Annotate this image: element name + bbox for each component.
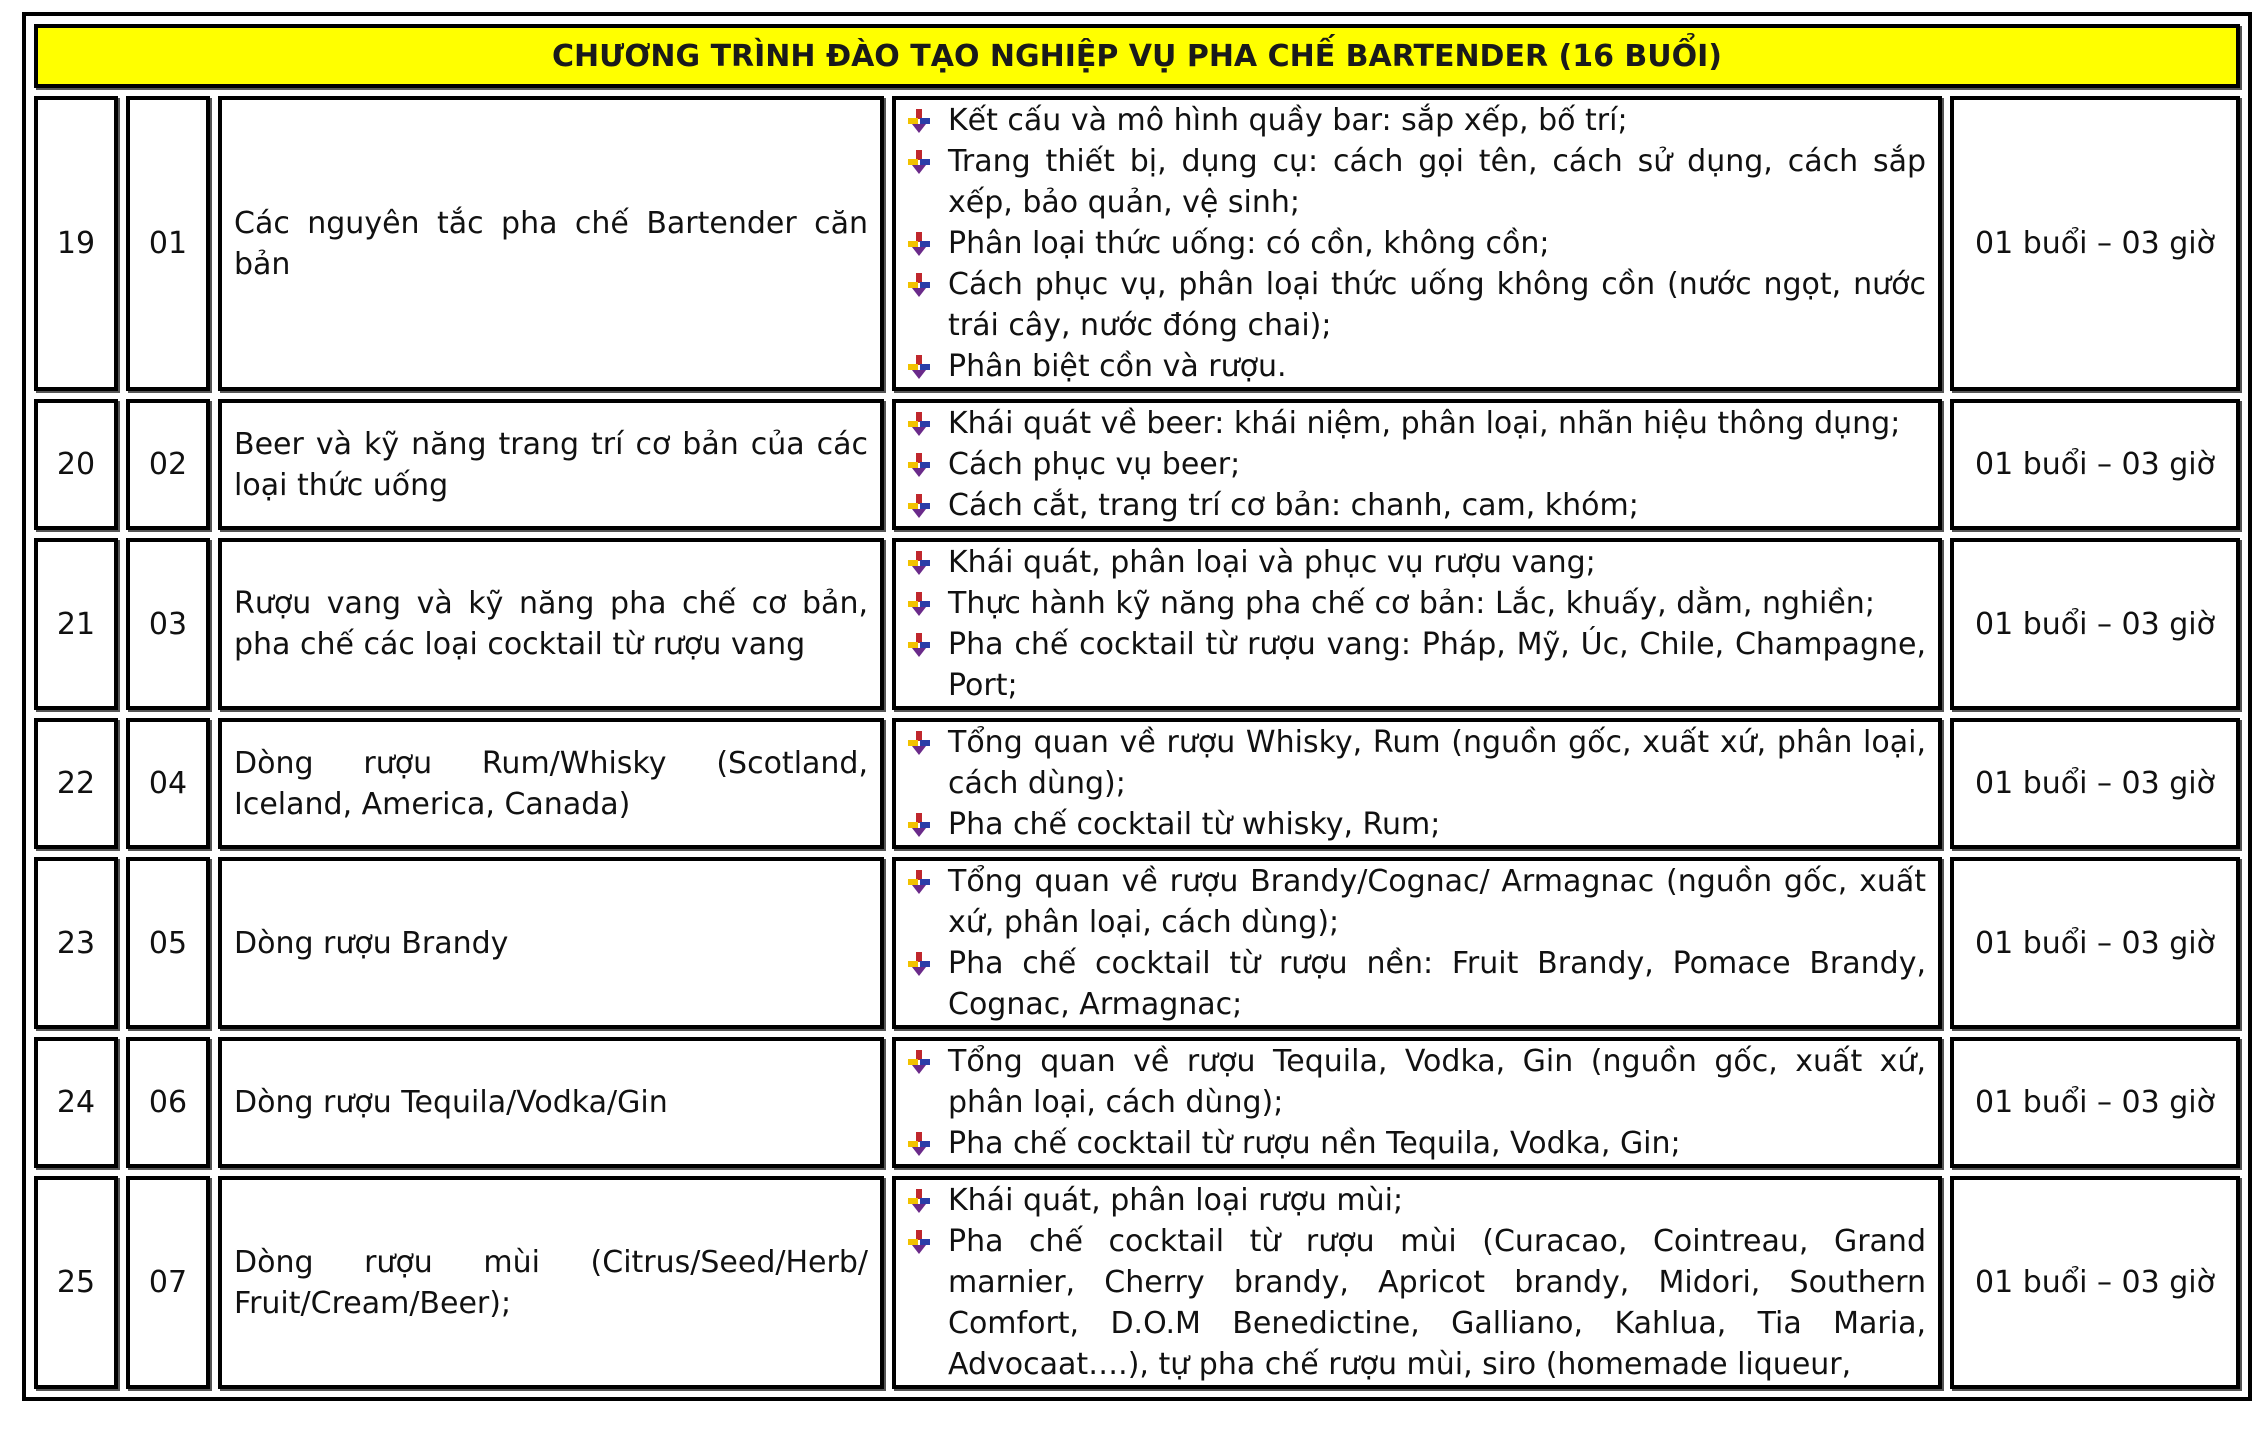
session-number: 01 [126, 96, 210, 391]
table-row [34, 1037, 2240, 1168]
topic-cell: Dòng rượu Rum/Whisky (Scotland, Iceland, America, Canada) [218, 718, 884, 849]
detail-item [948, 583, 1926, 624]
details-cell [892, 538, 1942, 710]
detail-item [948, 1123, 1926, 1164]
session-number: 05 [126, 857, 210, 1029]
row-number: 25 [34, 1176, 118, 1389]
detail-text: Cách cắt, trang trí cơ bản: chanh, cam, khóm; [948, 488, 1639, 523]
arrow-down-bullet-icon [908, 952, 930, 976]
detail-item [948, 100, 1926, 141]
details-cell [892, 718, 1942, 849]
detail-item [948, 861, 1926, 943]
details-cell [892, 399, 1942, 530]
arrow-down-bullet-icon [908, 1189, 930, 1213]
row-number: 19 [34, 96, 118, 391]
details-cell [892, 857, 1942, 1029]
detail-item [948, 403, 1926, 444]
duration-cell: 01 buổi – 03 giờ [1950, 538, 2240, 710]
details-list [908, 403, 1926, 526]
detail-text: Tổng quan về rượu Brandy/Cognac/ Armagnac (nguồn gốc, xuất xứ, phân loại, cách dùng); [948, 864, 1926, 940]
arrow-down-bullet-icon [908, 870, 930, 894]
detail-item [948, 346, 1926, 387]
table-row [34, 857, 2240, 1029]
detail-text: Kết cấu và mô hình quầy bar: sắp xếp, bố trí; [948, 103, 1628, 138]
detail-item [948, 223, 1926, 264]
arrow-down-bullet-icon [908, 1050, 930, 1074]
details-cell [892, 96, 1942, 391]
row-number: 24 [34, 1037, 118, 1168]
table-row [34, 718, 2240, 849]
arrow-down-bullet-icon [908, 150, 930, 174]
duration-cell: 01 buổi – 03 giờ [1950, 857, 2240, 1029]
detail-text: Thực hành kỹ năng pha chế cơ bản: Lắc, khuấy, dằm, nghiền; [948, 586, 1875, 621]
detail-item [948, 943, 1926, 1025]
table-row [34, 1176, 2240, 1389]
arrow-down-bullet-icon [908, 453, 930, 477]
table-row [34, 538, 2240, 710]
table-row [34, 399, 2240, 530]
arrow-down-bullet-icon [908, 273, 930, 297]
detail-item [948, 1221, 1926, 1385]
session-number: 04 [126, 718, 210, 849]
topic-cell: Beer và kỹ năng trang trí cơ bản của các loại thức uống [218, 399, 884, 530]
duration-cell: 01 buổi – 03 giờ [1950, 718, 2240, 849]
topic-cell: Rượu vang và kỹ năng pha chế cơ bản, pha chế các loại cocktail từ rượu vang [218, 538, 884, 710]
detail-item [948, 804, 1926, 845]
detail-item [948, 485, 1926, 526]
detail-text: Khái quát về beer: khái niệm, phân loại, nhãn hiệu thông dụng; [948, 406, 1901, 441]
detail-text: Tổng quan về rượu Tequila, Vodka, Gin (nguồn gốc, xuất xứ, phân loại, cách dùng); [948, 1044, 1926, 1120]
detail-text: Pha chế cocktail từ rượu vang: Pháp, Mỹ, Úc, Chile, Champagne, Port; [948, 627, 1926, 703]
duration-cell: 01 buổi – 03 giờ [1950, 1176, 2240, 1389]
arrow-down-bullet-icon [908, 232, 930, 256]
duration-cell: 01 buổi – 03 giờ [1950, 96, 2240, 391]
details-list [908, 100, 1926, 387]
session-number: 03 [126, 538, 210, 710]
arrow-down-bullet-icon [908, 731, 930, 755]
arrow-down-bullet-icon [908, 1230, 930, 1254]
arrow-down-bullet-icon [908, 494, 930, 518]
table-row [34, 96, 2240, 391]
arrow-down-bullet-icon [908, 355, 930, 379]
arrow-down-bullet-icon [908, 551, 930, 575]
details-list [908, 1180, 1926, 1385]
details-list [908, 1041, 1926, 1164]
detail-item [948, 542, 1926, 583]
arrow-down-bullet-icon [908, 633, 930, 657]
detail-text: Cách phục vụ, phân loại thức uống không cồn (nước ngọt, nước trái cây, nước đóng chai); [948, 267, 1926, 343]
duration-cell: 01 buổi – 03 giờ [1950, 399, 2240, 530]
session-number: 06 [126, 1037, 210, 1168]
detail-text: Pha chế cocktail từ rượu nền Tequila, Vodka, Gin; [948, 1126, 1681, 1161]
topic-cell: Dòng rượu Brandy [218, 857, 884, 1029]
row-number: 20 [34, 399, 118, 530]
training-program-sheet [22, 12, 2244, 1401]
row-number: 21 [34, 538, 118, 710]
arrow-down-bullet-icon [908, 1132, 930, 1156]
detail-item [948, 1180, 1926, 1221]
details-cell [892, 1176, 1942, 1389]
topic-cell: Các nguyên tắc pha chế Bartender căn bản [218, 96, 884, 391]
training-program-table [22, 12, 2252, 1401]
detail-text: Pha chế cocktail từ rượu nền: Fruit Brandy, Pomace Brandy, Cognac, Armagnac; [948, 946, 1926, 1022]
detail-text: Khái quát, phân loại rượu mùi; [948, 1183, 1404, 1218]
detail-item [948, 141, 1926, 223]
topic-cell: Dòng rượu Tequila/Vodka/Gin [218, 1037, 884, 1168]
row-number: 22 [34, 718, 118, 849]
details-cell [892, 1037, 1942, 1168]
detail-text: Cách phục vụ beer; [948, 447, 1241, 482]
duration-cell: 01 buổi – 03 giờ [1950, 1037, 2240, 1168]
session-number: 07 [126, 1176, 210, 1389]
title-row [34, 24, 2240, 88]
detail-text: Phân loại thức uống: có cồn, không cồn; [948, 226, 1550, 261]
row-number: 23 [34, 857, 118, 1029]
arrow-down-bullet-icon [908, 412, 930, 436]
detail-text: Tổng quan về rượu Whisky, Rum (nguồn gốc, xuất xứ, phân loại, cách dùng); [948, 725, 1926, 801]
detail-item [948, 264, 1926, 346]
details-list [908, 861, 1926, 1025]
details-list [908, 542, 1926, 706]
table-title: CHƯƠNG TRÌNH ĐÀO TẠO NGHIỆP VỤ PHA CHẾ BARTENDER (16 BUỔI) [34, 24, 2240, 88]
details-list [908, 722, 1926, 845]
arrow-down-bullet-icon [908, 813, 930, 837]
detail-item [948, 444, 1926, 485]
table-body [34, 24, 2240, 1389]
detail-text: Trang thiết bị, dụng cụ: cách gọi tên, cách sử dụng, cách sắp xếp, bảo quản, vệ sinh; [948, 144, 1926, 220]
detail-text: Phân biệt cồn và rượu. [948, 349, 1287, 384]
session-number: 02 [126, 399, 210, 530]
detail-text: Khái quát, phân loại và phục vụ rượu vang; [948, 545, 1596, 580]
topic-cell: Dòng rượu mùi (Citrus/Seed/Herb/ Fruit/Cream/Beer); [218, 1176, 884, 1389]
detail-item [948, 1041, 1926, 1123]
detail-item [948, 624, 1926, 706]
detail-item [948, 722, 1926, 804]
detail-text: Pha chế cocktail từ whisky, Rum; [948, 807, 1441, 842]
arrow-down-bullet-icon [908, 109, 930, 133]
detail-text: Pha chế cocktail từ rượu mùi (Curacao, Cointreau, Grand marnier, Cherry brandy, Apricot brandy, Midori, Southern Comfort, D.O.M Benedictine, Galliano, Kahlua, Tia Maria, Advocaat….), tự pha chế rượu mùi, siro (homemade liqueur, [948, 1224, 1926, 1382]
arrow-down-bullet-icon [908, 592, 930, 616]
